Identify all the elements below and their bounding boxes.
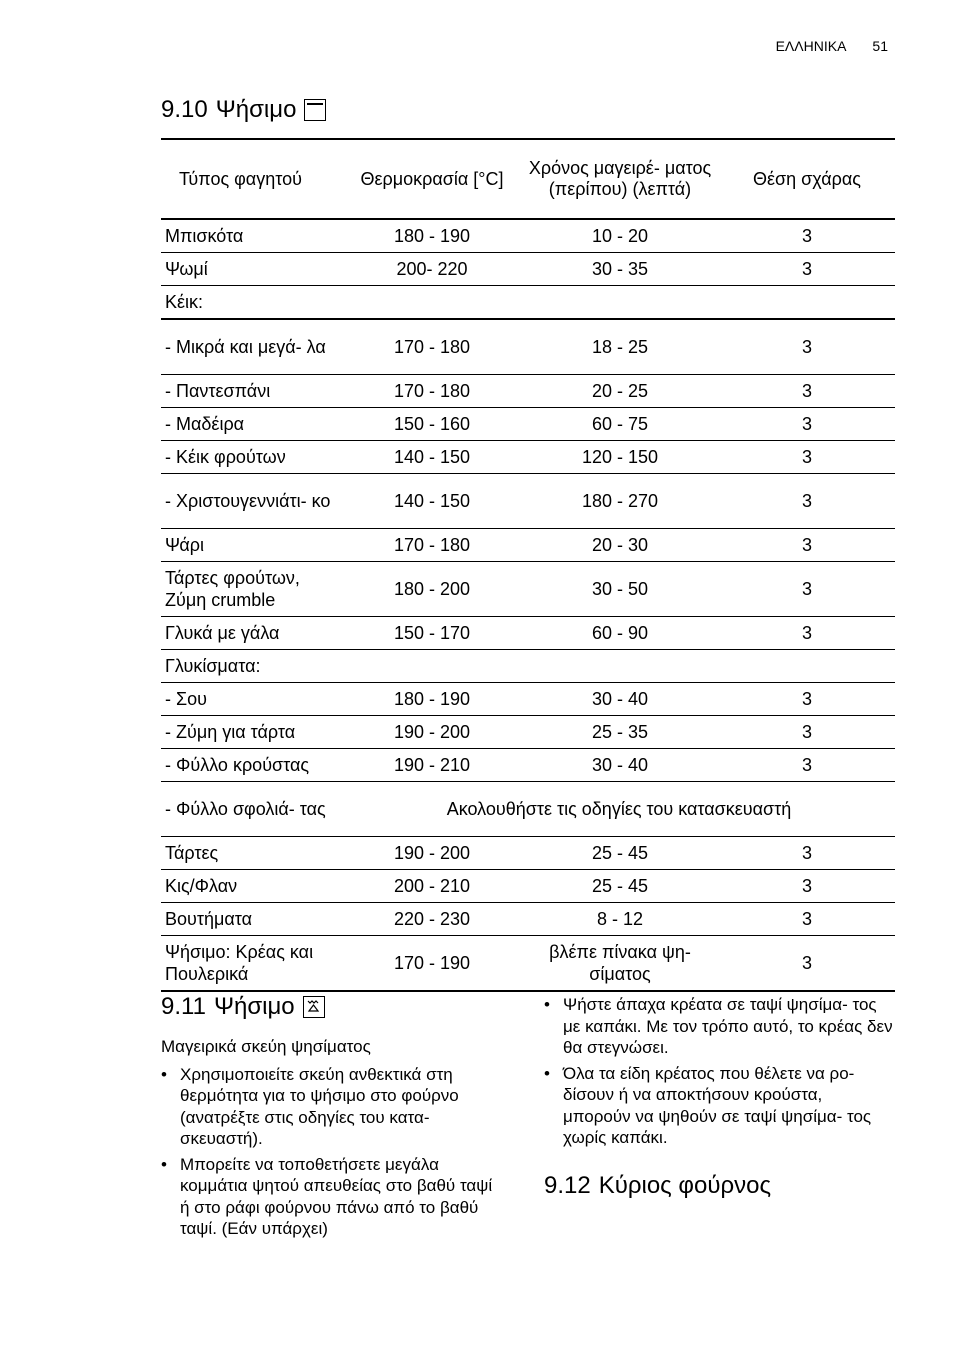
table-row [161,837,895,870]
section-title: Κύριος φούρνος [598,1172,772,1199]
list-item: • Μπορείτε να τοποθετήσετε μεγάλα κομμάτια ψητού απευθείας στο βαθύ ταψί ή στο ράφι φούρνου πάνω από το βαθύ ταψί. (Εάν υπάρχει) [161,1154,501,1240]
table-cell [521,286,719,320]
table-row [161,286,895,320]
table-cell: Κις/Φλαν [161,870,343,903]
table-cell: Ψωμί [161,253,343,286]
table-cell: 3 [719,617,895,650]
table-cell: 3 [719,441,895,474]
table-cell: 3 [719,749,895,782]
table-cell: - Μαδέιρα [161,408,343,441]
page-number: 51 [872,38,888,54]
bullet-list-right [544,994,894,1149]
table-row [161,870,895,903]
table-cell: 190 - 210 [343,749,521,782]
table-cell: 220 - 230 [343,903,521,936]
table-cell: 25 - 35 [521,716,719,749]
table-cell: 3 [719,408,895,441]
table-row [161,408,895,441]
subheading-roasting-dishes: Μαγειρικά σκεύη ψησίματος [161,1037,371,1056]
table-cell: 150 - 160 [343,408,521,441]
table-cell: Τάρτες [161,837,343,870]
table-cell: 60 - 90 [521,617,719,650]
table-cell: 190 - 200 [343,716,521,749]
table-cell: 180 - 190 [343,683,521,716]
table-cell: 20 - 25 [521,375,719,408]
section-number: 9.12 [544,1172,591,1199]
table-row [161,529,895,562]
table-cell: 180 - 190 [343,219,521,253]
table-cell: 8 - 12 [521,903,719,936]
header-food-type: Τύπος φαγητού [161,139,343,219]
table-cell: 180 - 200 [343,562,521,617]
table-cell: 18 - 25 [521,319,719,375]
table-header-row [161,139,895,219]
table-cell: 200 - 210 [343,870,521,903]
table-cell: 170 - 180 [343,319,521,375]
table-cell: 3 [719,683,895,716]
table-cell: 140 - 150 [343,474,521,529]
table-cell: Ψήσιμο: Κρέας και Πουλερικά [161,936,343,992]
table-cell: - Σου [161,683,343,716]
table-cell: 30 - 50 [521,562,719,617]
table-cell: - Κέικ φρούτων [161,441,343,474]
table-cell: 180 - 270 [521,474,719,529]
section-heading-9-11 [161,993,325,1021]
table-row [161,650,895,683]
table-cell: 20 - 30 [521,529,719,562]
table-cell: 60 - 75 [521,408,719,441]
table-row [161,936,895,992]
table-cell [343,650,521,683]
table-cell: 10 - 20 [521,219,719,253]
table-cell: Μπισκότα [161,219,343,253]
language-label: ΕΛΛΗΝΙΚΑ [775,38,847,54]
header-cooking-time: Χρόνος μαγειρέ- ματος (περίπου) (λεπτά) [521,139,719,219]
grilling-left-column [161,1036,501,1244]
table-cell: 3 [719,903,895,936]
table-row [161,749,895,782]
table-row [161,903,895,936]
table-cell: 190 - 200 [343,837,521,870]
table-cell: Γλυκά με γάλα [161,617,343,650]
table-cell [343,286,521,320]
table-cell: Βουτήματα [161,903,343,936]
table-cell: - Παντεσπάνι [161,375,343,408]
table-cell: Γλυκίσματα: [161,650,343,683]
table-cell: 170 - 180 [343,375,521,408]
list-item: • Χρησιμοποιείτε σκεύη ανθεκτικά στη θερμότητα για το ψήσιμο στο φούρνο (ανατρέξτε στις οδηγίες του κατα- σκευαστή). [161,1064,501,1150]
section-heading-9-10 [161,96,326,124]
table-cell: 3 [719,375,895,408]
table-cell: 150 - 170 [343,617,521,650]
table-row [161,441,895,474]
table-cell: 3 [719,716,895,749]
table-cell: 200- 220 [343,253,521,286]
table-cell: 3 [719,936,895,992]
bullet-list-left [161,1064,501,1240]
table-row [161,562,895,617]
table-cell: Κέικ: [161,286,343,320]
page-header [776,38,888,54]
table-cell: 3 [719,253,895,286]
table-cell: 25 - 45 [521,837,719,870]
conventional-oven-icon [304,99,326,121]
section-number: 9.10 [161,96,208,123]
baking-table [161,138,895,992]
table-cell [719,286,895,320]
section-title: Ψήσιμο [215,96,297,123]
table-cell: - Χριστουγεννιάτι- κο [161,474,343,529]
table-row [161,716,895,749]
table-cell: 25 - 45 [521,870,719,903]
table-cell: 30 - 35 [521,253,719,286]
table-row [161,474,895,529]
table-cell: - Μικρά και μεγά- λα [161,319,343,375]
table-cell: Ψάρι [161,529,343,562]
table-cell: 3 [719,529,895,562]
table-cell: 3 [719,562,895,617]
table-cell: 30 - 40 [521,749,719,782]
list-item: • Όλα τα είδη κρέατος που θέλετε να ρο- δίσουν ή να αποκτήσουν κρούστα, μπορούν να ψηθούν σε ταψί ψησίμα- τος χωρίς καπάκι. [544,1063,894,1149]
section-number: 9.11 [161,993,206,1020]
grill-icon [303,996,325,1018]
table-cell [719,650,895,683]
table-cell: 170 - 180 [343,529,521,562]
table-cell: Τάρτες φρούτων, Ζύμη crumble [161,562,343,617]
table-row [161,782,895,837]
header-temperature: Θερμοκρασία [°C] [343,139,521,219]
table-cell: 3 [719,474,895,529]
table-cell: 3 [719,870,895,903]
table-row [161,319,895,375]
table-cell: 3 [719,219,895,253]
table-cell: 30 - 40 [521,683,719,716]
table-cell: - Φύλλο κρούστας [161,749,343,782]
table-cell: Ακολουθήστε τις οδηγίες του κατασκευαστή [343,782,895,837]
table-cell [521,650,719,683]
list-item: • Ψήστε άπαχα κρέατα σε ταψί ψησίμα- τος με καπάκι. Με τον τρόπο αυτό, το κρέας δεν θα στεγνώσει. [544,994,894,1059]
table-cell: 140 - 150 [343,441,521,474]
table-row [161,617,895,650]
table-cell: 3 [719,837,895,870]
table-cell: βλέπε πίνακα ψη- σίματος [521,936,719,992]
section-title: Ψήσιμο [213,993,295,1020]
table-cell: 170 - 190 [343,936,521,992]
table-row [161,219,895,253]
grilling-right-column [544,994,894,1153]
table-cell: - Ζύμη για τάρτα [161,716,343,749]
table-row [161,683,895,716]
section-heading-9-12 [544,1172,771,1200]
header-shelf-position: Θέση σχάρας [719,139,895,219]
table-cell: 120 - 150 [521,441,719,474]
table-cell: - Φύλλο σφολιά- τας [161,782,343,837]
table-row [161,375,895,408]
table-cell: 3 [719,319,895,375]
table-row [161,253,895,286]
